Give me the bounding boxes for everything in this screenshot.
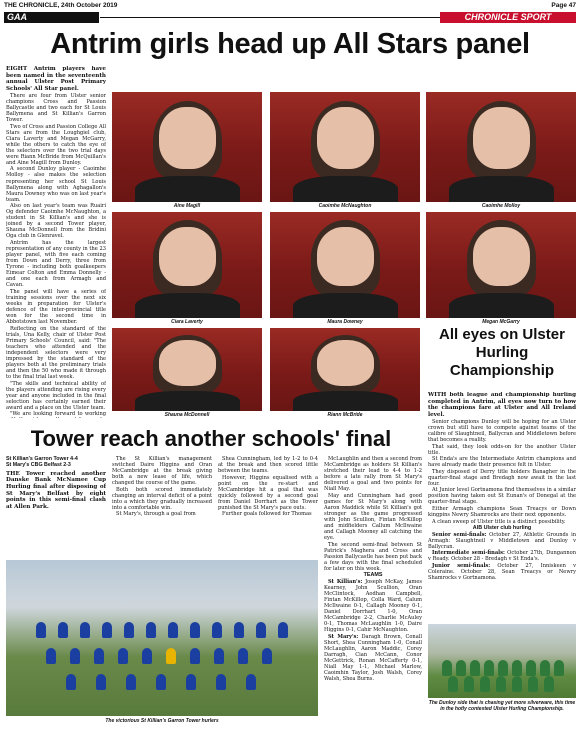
team-players: Joseph McKay, James Kearney, John Scullion, Oran McClintock, Aodhan Campbell, Fintan McKillop, Colla Ward, Calum McIlwaine 0-1, Callagh Mooney 0-1, Daniel Dorrhart 1-0, Oran McCambridge 2-2, Charlie McAuley 0-1, Thomas McLaughlin 1-0, Daire Higgins 0-1, Cahir McNaughton.	[324, 578, 422, 634]
article-paragraph: "The skills and technical ability of the players attending are rising every year and anyone included in the final selection has certainly earned their award and a place on the Ulster team.	[6, 380, 106, 411]
portrait-caption: Megan McGarry	[482, 319, 520, 325]
score-team: St Killian's Garron Tower	[6, 456, 69, 462]
sidebar-paragraph: A clean sweep of Ulster title is a distinct possibility.	[432, 518, 566, 525]
score-value: 4-4	[70, 456, 78, 462]
fixture-item	[428, 532, 576, 550]
sidebar-lead: WITH both league and championship hurling completed in Antrim, all eyes now turn to how the champions fare at Ulster and All Ireland level.	[428, 392, 576, 418]
score-team: St Mary's CBG Belfast	[6, 462, 62, 469]
page-number: Page 47	[551, 2, 576, 9]
article-paragraph: Also on last year's team was Ruairi Og defender Caoimhe McNaughton, a student in St Killian's and she is joined by a second Tower player, Shauna McDonnell from the Bridini Oga club in Glenravel.	[6, 203, 106, 240]
fixture-item	[428, 563, 576, 581]
score-value: 2-3	[63, 462, 71, 469]
fixture-text: October 27, Inniskeen v Coleraine. October 28, Sean Treacys or Newry Shamrocks v Gortnamona.	[428, 562, 576, 582]
portrait-photo	[112, 212, 262, 318]
article-paragraph: Both both scored immediately changing an interval deficit of a point into a which they gradually increased into a comfortable win.	[112, 486, 212, 511]
article-paragraph: Shea Cunningham, led by 1-2 to 0-4 at the break and then scored little between the teams.	[218, 456, 318, 475]
portrait-photo	[270, 212, 420, 318]
portrait-caption: Shauna McDonnell	[164, 412, 210, 418]
portrait-photo	[426, 212, 576, 318]
sidebar-paragraph: St Enda's are the Intermediate Antrim champions and have already made their presence felt in Ulster.	[428, 456, 576, 469]
garron-tower-photo-caption: The victorious St Killian's Garron Tower hurlers	[105, 718, 219, 724]
team-players: Daragh Brown, Conall Short, Shea Cunningham 1-0, Conall McLaughlin, Aaron Maddic, Corey Darragh, Cian McCann, Conor McGettrick, Ronan McCafferty 0-1, Niall May 1-1, Michael Marlow, Caoimhin Taylor, Josh Walsh, Corey Walsh, Shea Burns.	[324, 633, 422, 683]
article-headline-all-stars: Antrim girls head up All Stars panel	[50, 28, 530, 60]
sidebar-paragraph: At Junior level Gortnamona find themselves in a similar position having taken out St Eunan's of Donegal at the quarter-final stage.	[428, 487, 576, 506]
paper-date: THE CHRONICLE, 24th October 2019	[4, 2, 118, 9]
article-paragraph: There are four from Ulster senior champions Cross and Passion Ballycastle and two each for St Louis Ballymena and St Killian's Garron Tower.	[6, 92, 106, 124]
sidebar-headline: All eyes on Ulster Hurling Championship	[428, 326, 576, 388]
portrait-photo	[426, 92, 576, 202]
article-paragraph: St Mary's, through a goal from	[116, 511, 196, 518]
dunloy-photo-caption: The Dunloy side that is chasing yet more silverware, this time in the hotly contested Ulster Hurling Championship.	[428, 700, 576, 712]
tower-lead: THE Tower reached another Danske Bank McNamee Cup Hurling final after disposing of St Mary's Belfast by eight points in this semi-final clash at Allen Park.	[6, 470, 106, 510]
dunloy-team-photo	[428, 624, 576, 698]
team-lineup	[324, 579, 422, 633]
portrait-caption: Riann McBride	[327, 412, 363, 418]
portrait-caption: Maura Downey	[327, 319, 363, 325]
sidebar-paragraph: Either Armagh champions Sean Treacys or Down kingpins Newry Shamrocks are their next opponents.	[428, 506, 576, 519]
article-paragraph: However, Higgins equalised with a point on the re-start and McCambridge hit a goal that was quickly followed by a second goal from Daniel Dorrhart as the Tower punished the St Mary's pace outs.	[218, 474, 318, 511]
article-tower-col2	[112, 456, 212, 556]
team-label: St Mary's:	[328, 633, 359, 640]
team-lineup	[324, 634, 422, 682]
sidebar-paragraph: That said, they look odds-on for the another Ulster title.	[428, 443, 576, 456]
article-paragraph: The St Killian's management switched Daire Higgins and Oran McCambridge at the break giving both a new lease of life, which changed the course of the game.	[112, 456, 212, 487]
sidebar-paragraph: They disposed of Derry title holders Banagher in the quarter-final stage and Bredagh now await in the last four.	[428, 468, 576, 487]
article-paragraph: A second Dunloy player - Caoimhe Molloy - also makes the selection representing her school St Louis Ballymena along with Aghagallon's Maura Downey who was on last year's team.	[6, 166, 106, 203]
section-label: GAA	[4, 12, 99, 23]
article-paragraph: Antrim has the largest representation of any county in the 23 player panel, with five each coming from Down and Derry, three from Tyrone - including both goalkeepers Eimear Colton and Emma Donnelly - and one each from Armagh and Cavan.	[6, 240, 106, 289]
masthead-bar	[0, 0, 580, 12]
garron-tower-team-photo	[6, 560, 318, 716]
fixture-text: October 27th, Dungannon v Ready. October 28 - Bredagh v St Enda's.	[428, 550, 576, 563]
score-line	[6, 462, 106, 468]
fixture-item	[428, 550, 576, 562]
article-all-stars-body	[6, 66, 106, 418]
fixture-label: Senior semi-finals:	[432, 531, 487, 538]
portrait-caption: Aine Magill	[173, 203, 201, 209]
fixture-label: Intermediate semi-finals:	[432, 550, 505, 557]
article-paragraph: "We are looking forward to working	[10, 411, 106, 418]
article-paragraph: The panel will have a series of training sessions over the next six weeks in preparation for Ulster's defence of the inter-provincial title won for the second time in Abbotstown last November.	[6, 288, 106, 326]
article-paragraph: May and Cunningham had good games for St Mary's along with Aaron Maddick while St Killian's got stronger as the game progressed with John Scullion, Fintan McKillop and midfielders Callum McIlwaine and Callagh Mooney all catching the eye.	[324, 492, 422, 542]
article-paragraph: Two of Cross and Passion College All Stars are from the Loughgiel club, Ciara Laverty and Megan McGarry, while the others to catch the eye of the selectors over the two trial days were Riann McBride from McQuillan's and Aine Magill from Dunloy.	[6, 123, 106, 166]
sidebar-body	[428, 392, 576, 620]
article-paragraph: Further goals followed for Thomas	[222, 511, 312, 518]
portrait-photo	[270, 328, 420, 411]
portrait-caption: Caoimhe Molloy	[481, 203, 521, 209]
article-tower-col3	[218, 456, 318, 556]
portrait-caption: Ciara Laverty	[171, 319, 203, 325]
teams-title: TEAMS	[363, 572, 383, 579]
article-paragraph: Reflecting on the standard of the trials, Una Kelly, chair of Ulster Post Primary Schools' Council, said: "The teachers who attended and the independent selectors were very impressed by the standard of the players both at the preliminary trials and then the 50 who made it through to the final trial last week.	[6, 325, 106, 381]
article-paragraph: The second semi-final between St Patrick's Maghera and Cross and Passion Ballycastle has been put back a few days with the final scheduled for later on this week.	[324, 541, 422, 572]
article-tower-col1	[6, 456, 106, 556]
sidebar-paragraph: Senior champions Dunloy will be hoping for an Ulster crown but still have to compete against teams of the calibre of Slaughtneil, Ballycran and Middletown before that becomes a reality.	[428, 418, 576, 444]
portrait-photo	[270, 92, 420, 202]
section-bar	[0, 12, 580, 24]
article-headline-tower: Tower reach another schools' final	[30, 426, 392, 451]
section-rule	[100, 17, 440, 18]
fixtures-title: AIB Ulster club hurling	[472, 525, 532, 532]
brand-label: CHRONICLE SPORT	[440, 12, 576, 23]
portrait-photo	[112, 328, 262, 411]
fixture-label: Junior semi-finals:	[432, 562, 491, 569]
article-lead: EIGHT Antrim players have been named in the seventeenth annual Ulster Post Primary Schools' All Star panel.	[6, 66, 106, 92]
portrait-caption: Caoimhe McNaughton	[318, 203, 372, 209]
team-label: St Killian's:	[328, 578, 363, 585]
article-paragraph: McLaughlin and then a second from McCambridge as holders St Killian's stretched their lead to 4-4 to 1-2 before a late rally from St Mary's delivered a goal and two points for Niall May.	[324, 456, 422, 493]
fixture-text: October 27, Athletic Grounds in Armagh: Slaughtneil v Middletown and Dunloy v Ballycran.	[428, 531, 576, 550]
portrait-photo	[112, 92, 262, 202]
article-tower-col4	[324, 456, 422, 724]
